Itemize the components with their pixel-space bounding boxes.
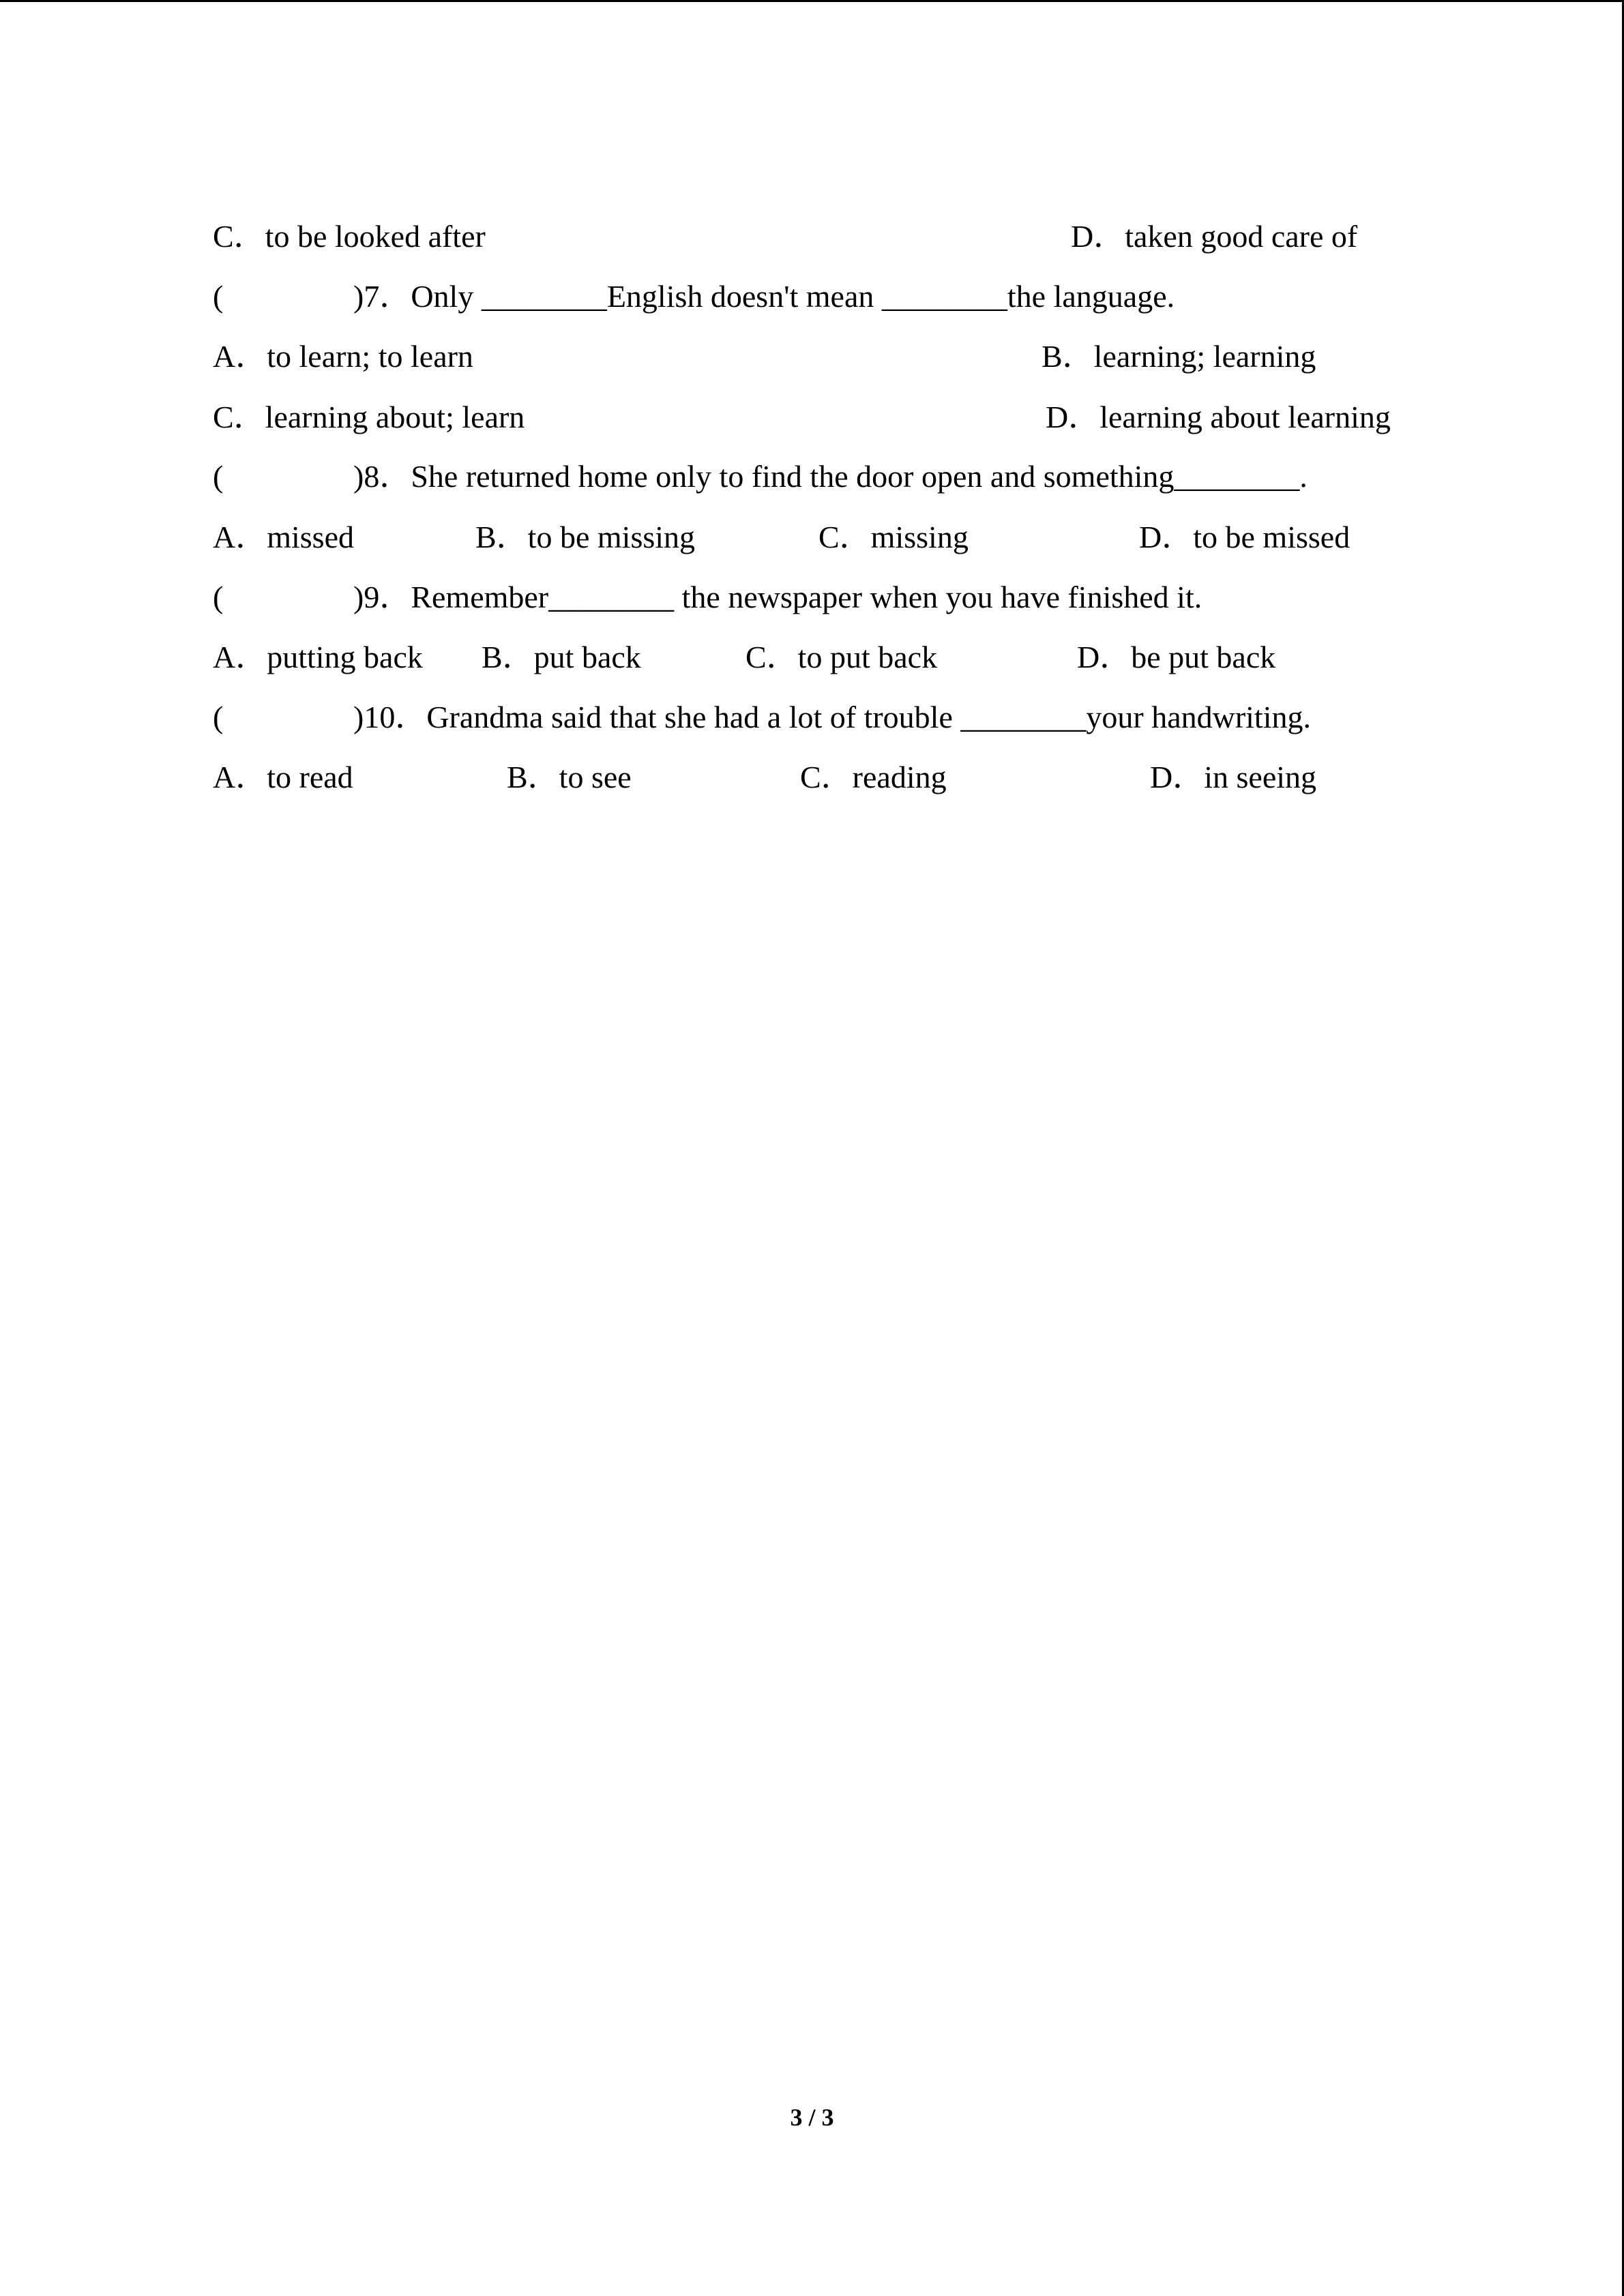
- q10-answer-bracket: (: [213, 700, 224, 734]
- q8-answer-bracket: (: [213, 459, 224, 494]
- q8-option-b: B．to be missing: [475, 520, 696, 554]
- q10-option-b: B．to see: [507, 760, 632, 794]
- q7-answer-bracket: (: [213, 279, 224, 314]
- q10-option-d: D．in seeing: [1150, 760, 1317, 794]
- q9-answer-bracket: (: [213, 580, 224, 614]
- q9-stem: )9．Remember________ the newspaper when you have finished it.: [353, 580, 1202, 614]
- page-number: 3 / 3: [790, 2104, 834, 2131]
- q9-option-b: B．put back: [482, 640, 641, 674]
- q8-option-c: C．missing: [818, 520, 969, 554]
- q7-option-c: C．learning about; learn: [213, 400, 525, 434]
- q8-option-d: D．to be missed: [1139, 520, 1350, 554]
- q9-option-a: A．putting back: [213, 640, 423, 674]
- q6-option-d: D．taken good care of: [1071, 219, 1358, 254]
- q8-option-a: A．missed: [213, 520, 354, 554]
- q9-option-d: D．be put back: [1077, 640, 1276, 674]
- q10-stem: )10．Grandma said that she had a lot of trouble ________your handwriting.: [353, 700, 1311, 734]
- q6-option-c: C．to be looked after: [213, 219, 486, 254]
- q7-option-b: B．learning; learning: [1042, 339, 1316, 374]
- q7-option-d: D．learning about learning: [1046, 400, 1391, 434]
- q10-option-c: C．reading: [800, 760, 947, 794]
- q7-option-a: A．to learn; to learn: [213, 339, 473, 374]
- top-border-line: [0, 0, 1624, 2]
- q9-option-c: C．to put back: [745, 640, 938, 674]
- q8-stem: )8．She returned home only to find the door open and something________.: [353, 459, 1308, 494]
- q7-stem: )7．Only ________English doesn't mean ________the language.: [353, 279, 1175, 314]
- q10-option-a: A．to read: [213, 760, 353, 794]
